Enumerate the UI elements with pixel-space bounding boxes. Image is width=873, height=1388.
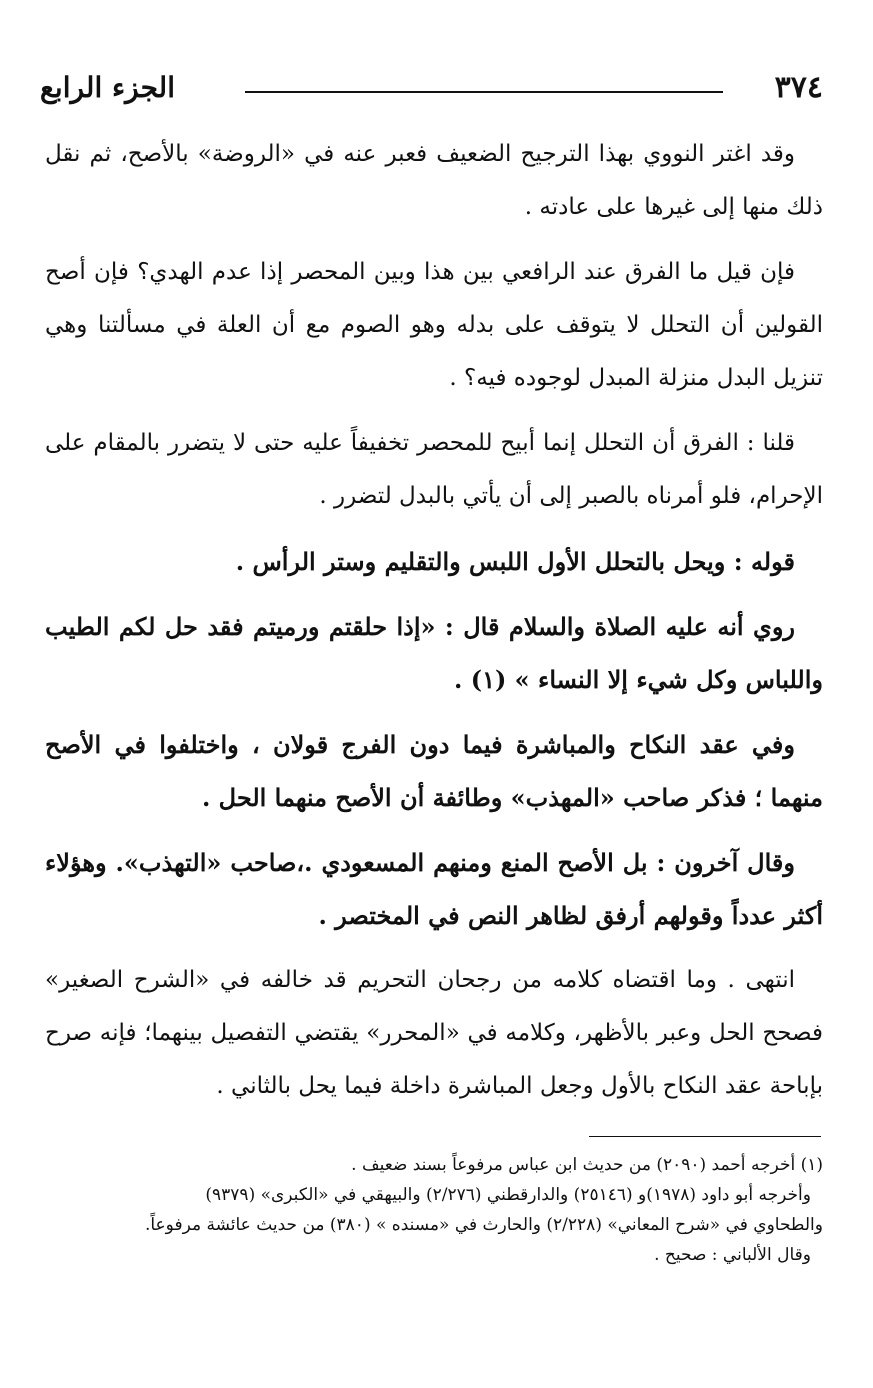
paragraph-commentary: انتهى . وما اقتضاه كلامه من رجحان التحريم قد خالفه في «الشرح الصغير» فصحح الحل وعبر بالأظهر، وكلامه في «المحرر» يقتضي التفصيل بينهما؛ فإنه صرح بإباحة عقد النكاح بالأول وجعل المباشرة داخلة فيما يحل بالثاني . xyxy=(45,967,823,1099)
quoted-text-heading: قوله : ويحل بالتحلل الأول اللبس والتقليم وستر الرأس . xyxy=(235,547,795,576)
footnotes xyxy=(45,1150,823,1270)
header-rule xyxy=(245,91,723,93)
footnote-line: والطحاوي في «شرح المعاني» (٢/٢٢٨) والحارث في «مسنده » (٣٨٠) من حديث عائشة مرفوعاً. xyxy=(144,1215,823,1235)
footnote-separator xyxy=(589,1136,821,1137)
footnote-line: وأخرجه أبو داود (١٩٧٨)و (٢٥١٤٦) والدارقطني (٢/٢٧٦) والبيهقي في «الكبرى» (٩٣٧٩) xyxy=(205,1185,811,1205)
main-text xyxy=(45,128,823,1125)
paragraph-3: قلنا : الفرق أن التحلل إنما أبيح للمحصر تخفيفاً عليه حتى لا يتضرر بالمقام على الإحرام، فلو أمرناه بالصبر إلى أن يأتي بالبدل لتضرر . xyxy=(45,430,823,509)
footnote-line: وقال الألباني : صحيح . xyxy=(654,1245,811,1265)
page-header xyxy=(40,66,823,114)
footnote-line: (١) أخرجه أحمد (٢٠٩٠) من حديث ابن عباس مرفوعاً بسند ضعيف . xyxy=(351,1155,823,1175)
paragraph-2: فإن قيل ما الفرق عند الرافعي بين هذا وبين المحصر إذا عدم الهدي؟ فإن أصح القولين أن التحلل لا يتوقف على بدله وهو الصوم مع أن العلة في مسألتنا وهي تنزيل البدل منزلة المبدل لوجوده فيه؟ . xyxy=(45,259,823,391)
running-title: الجزء الرابع xyxy=(40,71,175,104)
quoted-text-others: وقال آخرون : بل الأصح المنع ومنهم المسعودي .،صاحب «التهذب». وهؤلاء أكثر عدداً وقولهم أرفق لظاهر النص في المختصر . xyxy=(45,848,823,930)
quoted-text-nikah: وفي عقد النكاح والمباشرة فيما دون الفرج قولان ، واختلفوا في الأصح منهما ؛ فذكر صاحب «المهذب» وطائفة أن الأصح منهما الحل . xyxy=(45,730,823,812)
quoted-hadith: روي أنه عليه الصلاة والسلام قال : «إذا حلقتم ورميتم فقد حل لكم الطيب واللباس وكل شيء إلا النساء » (١) . xyxy=(45,612,823,694)
paragraph-1: وقد اغتر النووي بهذا الترجيح الضعيف فعبر عنه في «الروضة» بالأصح، ثم نقل ذلك منها إلى غيرها على عادته . xyxy=(45,141,823,220)
page-number: ٣٧٤ xyxy=(774,70,823,105)
